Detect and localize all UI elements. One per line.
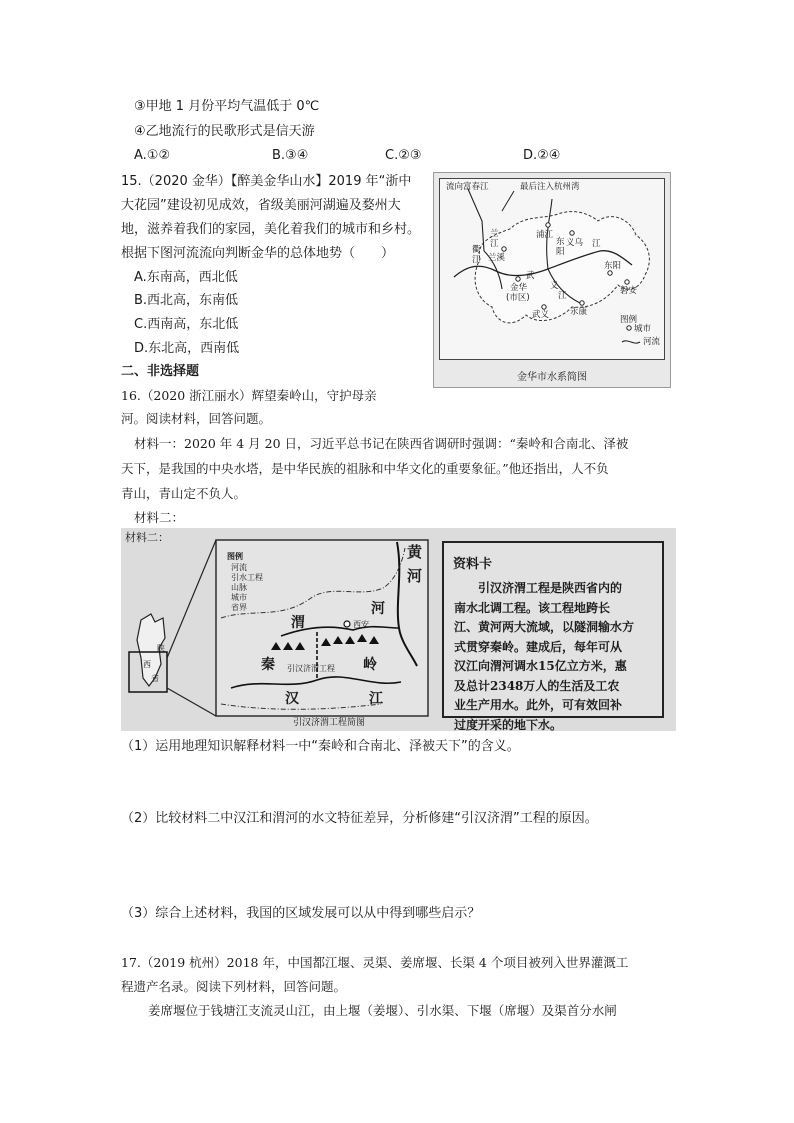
q14-option-4: ④乙地流行的民歌形式是信天游 [134, 124, 315, 139]
label-han: 汉 [285, 691, 299, 707]
q15-line-1: 15.（2020 金华）【醉美金华山水】2019 年“浙中 [121, 174, 412, 189]
legend-item-mountain: 山脉 [231, 583, 247, 592]
q16-line-2: 河。阅读材料，回答问题。 [121, 411, 272, 426]
q16-material1-line-2: 天下，是我国的中央水塔，是中华民族的祖脉和中华文化的重要象征。”他还指出，人不负 [121, 461, 609, 476]
q14-choice-b: B.③④ [272, 148, 309, 163]
legend-item-province-border: 省界 [231, 603, 247, 612]
q15-line-4: 根据下图河流流向判断金华的总体地势（ ） [121, 246, 395, 261]
map-caption: 金华市水系简图 [517, 372, 587, 383]
q16-material2-label: 材料二： [134, 510, 185, 525]
q16-material1-line-3: 青山，青山定不负人。 [121, 486, 247, 501]
info-card [442, 541, 664, 732]
label-xi: 西 [143, 660, 151, 669]
legend-title: 图例 [620, 315, 638, 325]
river-label-lanjiang: 兰江 [490, 229, 499, 249]
q15-line-2: 大花园”建设初见成效，省级美丽河湖遍及婺州大 [121, 198, 401, 213]
q14-choice-a: A.①② [134, 148, 171, 163]
legend-item-city: 城市 [231, 593, 247, 602]
river-label-jiang2: 江 [592, 239, 601, 249]
city-wuyi: 武义 [532, 310, 550, 320]
city-jinhua: 金华 [510, 283, 528, 293]
city-panan: 磐安 [620, 286, 638, 296]
label-shan: 陕 [157, 644, 165, 653]
q15-option-b: B.西北高，东南低 [134, 293, 239, 308]
map-frame [439, 178, 665, 360]
q15-line-3: 地，滋养着我们的家园，美化着我们的城市和乡村。 [121, 222, 421, 237]
label-project: 引汉济渭工程 [287, 664, 335, 673]
city-pujiang: 浦江 [536, 230, 554, 240]
city-xian: 西安 [353, 620, 369, 629]
q16-line-1: 16.（2020 浙江丽水）辉望秦岭山，守护母亲 [121, 388, 377, 403]
q16-subquestion-1: （1）运用地理知识解释材料一中“秦岭和合南北、泽被天下”的含义。 [121, 739, 520, 754]
q16-material1-line-1: 材料一：2020 年 4 月 20 日，习近平总书记在陕西省调研时强调：“秦岭和合南北、泽被 [134, 436, 629, 451]
map2-caption: 引汉济渭工程简图 [293, 718, 366, 728]
legend-item-river: 河流 [231, 563, 247, 572]
legend-item-water-project: 引水工程 [231, 573, 263, 582]
corner-label: 材料二： [125, 531, 169, 544]
q17-line-1: 17.（2019 杭州）2018 年，中国都江堰、灵渠、姜席堰、长渠 4 个项目被列入世界灌溉工 [121, 955, 629, 970]
river-label-wu: 武 [526, 271, 535, 281]
q15-option-a: A.东南高，西北低 [134, 270, 238, 285]
city-jinhua-urban: (市区) [506, 293, 530, 303]
label-he: 河 [407, 567, 423, 585]
q15-option-d: D.东北高，西南低 [134, 341, 240, 356]
label-qin: 秦 [261, 657, 275, 673]
map-drawing [440, 179, 664, 359]
label-wei: 渭 [291, 615, 305, 631]
river-label-yi: 义 [550, 281, 559, 291]
info-card-body: 引汉济渭工程是陕西省内的 南水北调工程。该工程地跨长 江、黄河两大流域，以隧洞输水方 式贯穿秦岭。建成后，每年可从 汉江向渭河调水15亿立方米，惠 及总计2348万人的生活及工农 业生产用水。此外，可有效回补 过度开采的地下水。 [454, 581, 635, 732]
legend-title: 图例 [227, 552, 243, 561]
city-dongyang: 东阳 [604, 261, 622, 271]
city-yiwu: 义乌 [566, 238, 584, 248]
label-jiang: 江 [369, 691, 383, 707]
q17-line-2: 程遗产名录。阅读下列材料，回答问题。 [121, 979, 347, 994]
river-label-dongyang-river: 东阳 [556, 237, 565, 257]
q14-choice-d: D.②④ [523, 148, 561, 163]
q16-subquestion-2: （2）比较材料二中汉江和渭河的水文特征差异，分析修建“引汉济渭”工程的原因。 [121, 811, 598, 826]
q14-choice-c: C.②③ [385, 148, 422, 163]
section-title: 二、非选择题 [121, 364, 200, 379]
q16-subquestion-3: （3）综合上述材料，我国的区域发展可以从中得到哪些启示？ [121, 906, 481, 921]
jinhua-water-system-map [433, 172, 671, 388]
yin-han-ji-wei-figure [121, 528, 676, 731]
label-flow-to-hangzhou-bay: 最后注入杭州湾 [520, 182, 580, 192]
info-card-title: 资料卡 [453, 557, 493, 572]
q14-option-3: ③甲地 1 月份平均气温低于 0℃ [134, 99, 320, 114]
legend-city: 城市 [634, 324, 652, 334]
river-label-jiang: 江 [558, 291, 567, 301]
label-sheng: 省 [151, 674, 159, 683]
q15-option-c: C.西南高，东北低 [134, 317, 239, 332]
label-flow-to-fuchun: 流向富春江 [446, 182, 489, 192]
river-label-qujiang: 衢江 [472, 245, 481, 265]
label-huang: 黄 [407, 543, 423, 561]
legend-river: 河流 [643, 337, 661, 347]
label-ling: 岭 [363, 657, 377, 673]
label-he-wei: 河 [371, 601, 385, 617]
city-lanxi: 兰溪 [488, 253, 506, 263]
city-yongkang: 永康 [570, 307, 588, 317]
q17-line-3: 姜席堰位于钱塘江支流灵山江，由上堰（姜堰）、引水渠、下堰（席堰）及渠首分水闸 [148, 1003, 617, 1018]
